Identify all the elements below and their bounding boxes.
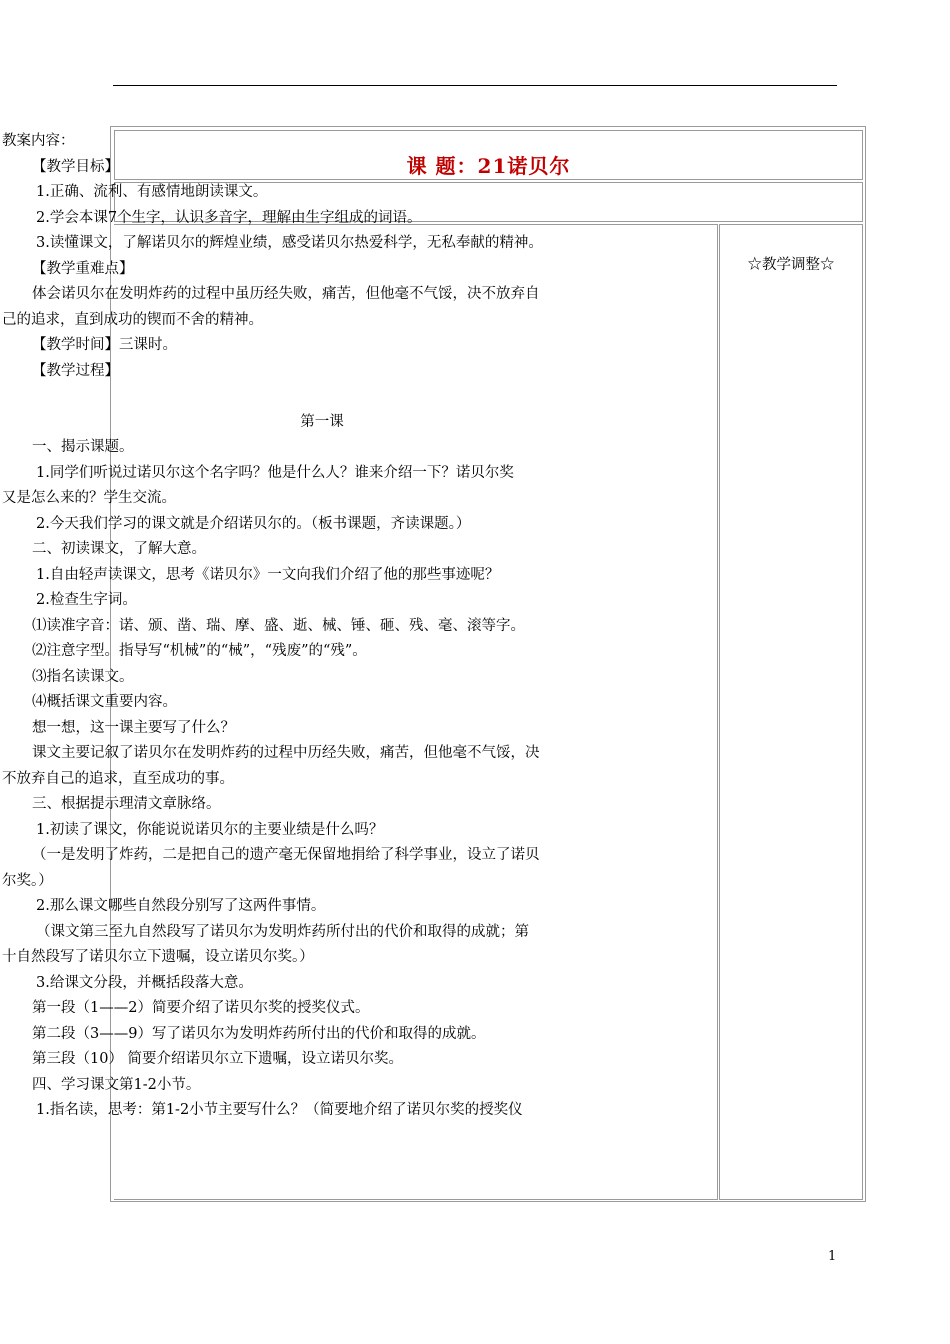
section-heading: 【教学目标】: [32, 159, 119, 175]
lesson-heading: 第一课: [300, 414, 344, 430]
text-line: 又是怎么来的？学生交流。: [2, 490, 176, 506]
text-line: ⑷概括课文重要内容。: [32, 694, 177, 710]
text-line: 3.读懂课文，了解诺贝尔的辉煌业绩，感受诺贝尔热爱科学，无私奉献的精神。: [36, 235, 543, 251]
text-line: ⑴读准字音：诺、颁、凿、瑞、摩、盛、逝、械、锤、砸、残、毫、滚等字。: [32, 618, 525, 634]
text-line: 2.那么课文哪些自然段分别写了这两件事情。: [36, 898, 326, 914]
text-line: 1.同学们听说过诺贝尔这个名字吗？他是什么人？谁来介绍一下？诺贝尔奖: [36, 465, 514, 481]
text-line: 第一段（1——2）简要介绍了诺贝尔奖的授奖仪式。: [32, 1000, 370, 1016]
text-line: 第三段（10） 简要介绍诺贝尔立下遗嘱，设立诺贝尔奖。: [32, 1051, 404, 1067]
text-line: 一、揭示课题。: [32, 439, 134, 455]
text-line: 课文主要记叙了诺贝尔在发明炸药的过程中历经失败，痛苦，但他毫不气馁，决: [32, 745, 540, 761]
text-line: （课文第三至九自然段写了诺贝尔为发明炸药所付出的代价和取得的成就；第: [36, 924, 529, 940]
text-line: 教案内容：: [2, 133, 75, 149]
text-line: 2.今天我们学习的课文就是介绍诺贝尔的。（板书课题，齐读课题。）: [36, 516, 471, 532]
text-line: 三、根据提示理清文章脉络。: [32, 796, 221, 812]
lesson-title: 课 题：21诺贝尔: [406, 154, 571, 178]
adjustment-header: ☆教学调整☆: [747, 257, 835, 273]
text-line: 四、学习课文第1-2小节。: [32, 1077, 201, 1093]
text-line: 1.初读了课文，你能说说诺贝尔的主要业绩是什么吗？: [36, 822, 384, 838]
text-line: 3.给课文分段，并概括段落大意。: [36, 975, 253, 991]
text-line: 1.自由轻声读课文，思考《诺贝尔》一文向我们介绍了他的那些事迹呢？: [36, 567, 500, 583]
adjustment-cell: [719, 224, 863, 1200]
text-line: 尔奖。）: [2, 873, 53, 889]
text-line: 想一想，这一课主要写了什么？: [32, 720, 235, 736]
text-line: 二、初读课文，了解大意。: [32, 541, 206, 557]
text-line: 2.检查生字词。: [36, 592, 137, 608]
text-line: 己的追求，直到成功的锲而不舍的精神。: [2, 312, 263, 328]
text-line: 体会诺贝尔在发明炸药的过程中虽历经失败，痛苦，但他毫不气馁，决不放弃自: [32, 286, 540, 302]
page-number: 1: [828, 1249, 837, 1264]
section-heading: 【教学重难点】: [32, 261, 134, 277]
text-line: ⑵注意字型。指导写“机械”的“械”，“残废”的“残”。: [32, 643, 367, 659]
text-line: 2.学会本课7个生字，认识多音字，理解由生字组成的词语。: [36, 210, 422, 226]
text-line: 第二段（3——9）写了诺贝尔为发明炸药所付出的代价和取得的成就。: [32, 1026, 486, 1042]
text-line: （一是发明了炸药，二是把自己的遗产毫无保留地捐给了科学事业，设立了诺贝: [32, 847, 540, 863]
section-heading: 【教学过程】: [32, 363, 119, 379]
text-line: 不放弃自己的追求，直至成功的事。: [2, 771, 234, 787]
header-rule: [113, 85, 837, 86]
text-line: ⑶指名读课文。: [32, 669, 134, 685]
text-line: 1.指名读，思考：第1-2小节主要写什么？（简要地介绍了诺贝尔奖的授奖仪: [36, 1102, 523, 1118]
section-heading: 【教学时间】三课时。: [32, 337, 177, 353]
text-line: 1.正确、流利、有感情地朗读课文。: [36, 184, 268, 200]
text-line: 十自然段写了诺贝尔立下遗嘱，设立诺贝尔奖。）: [2, 949, 314, 965]
